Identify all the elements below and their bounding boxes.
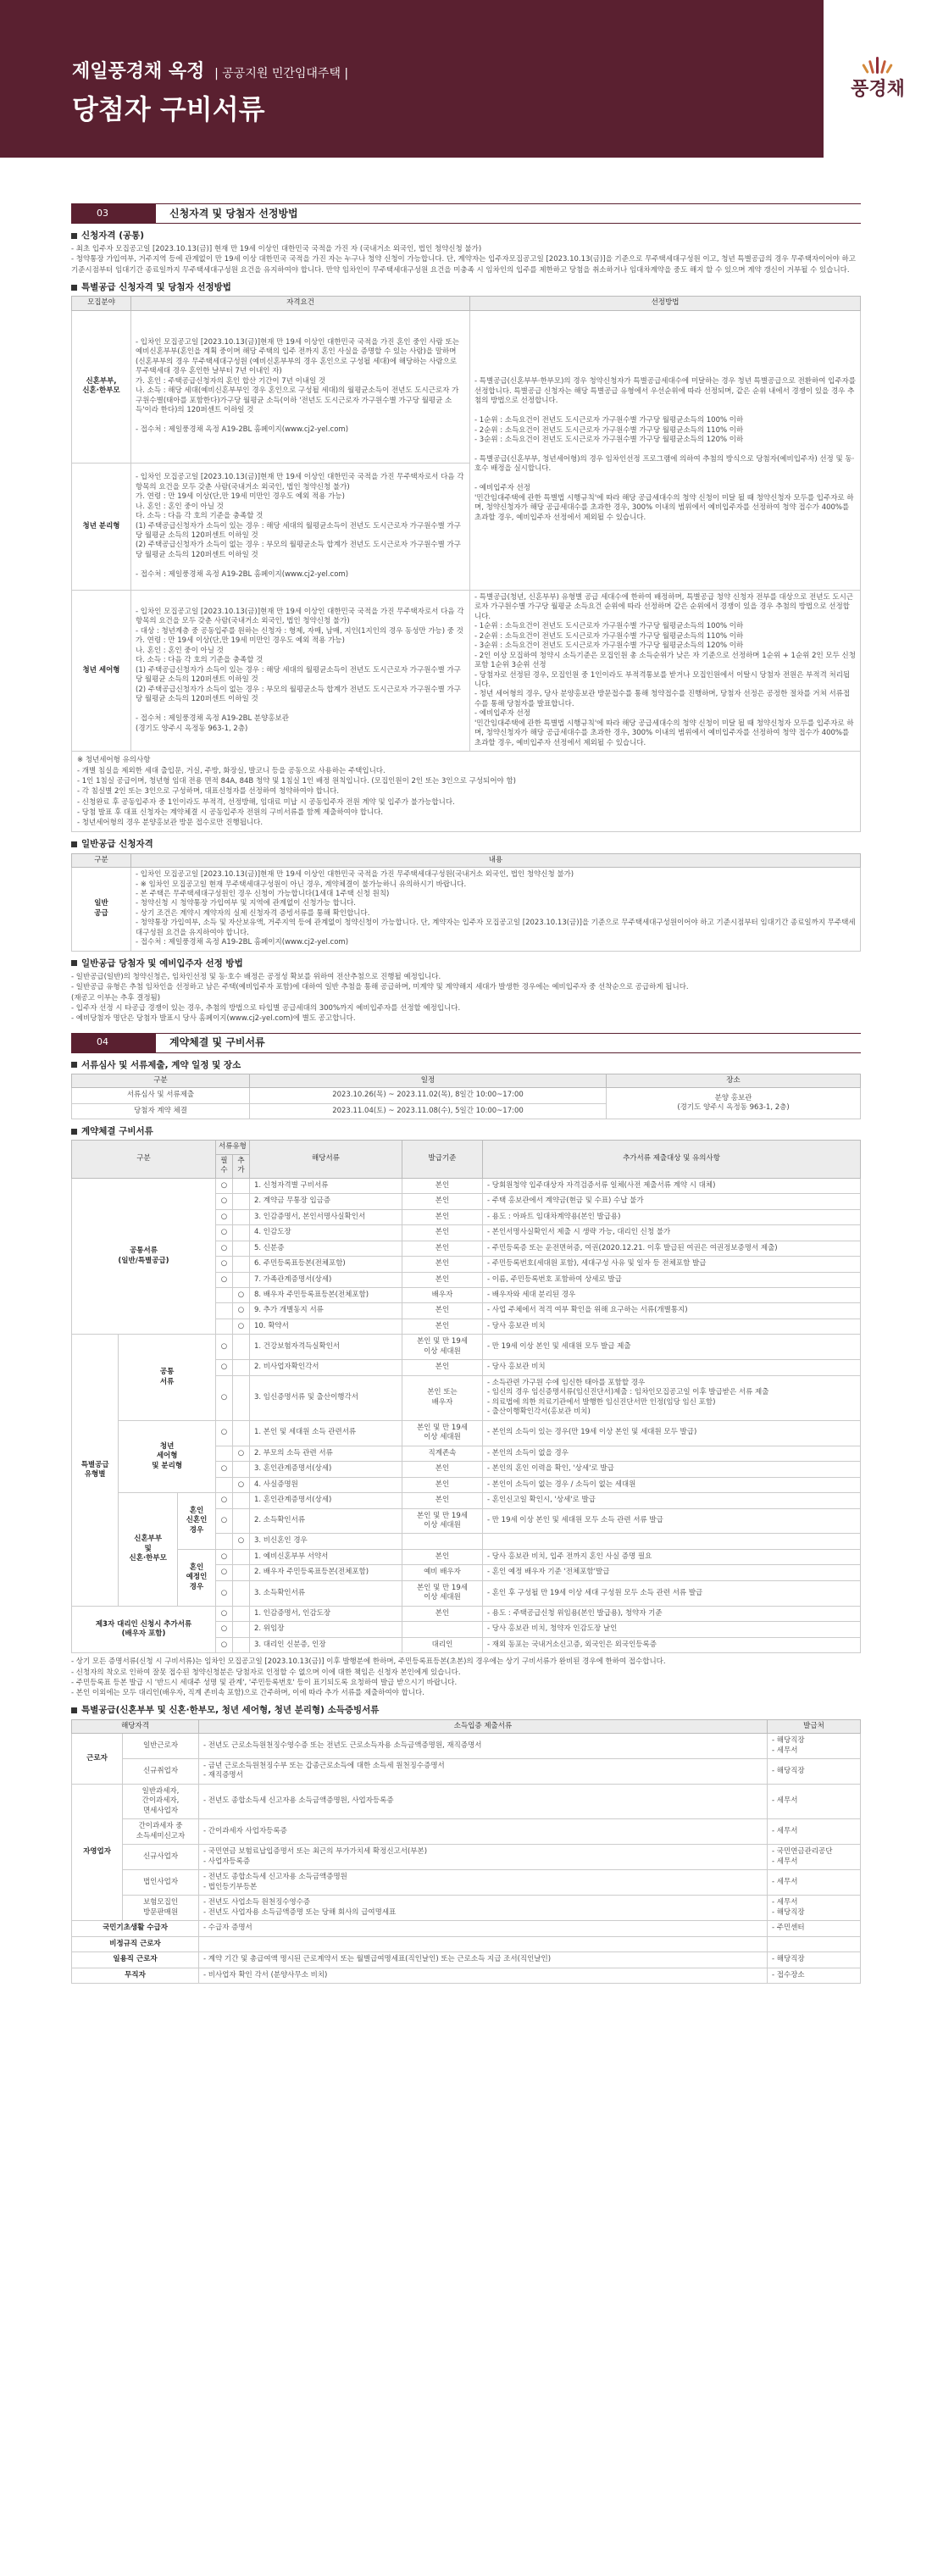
cell-s: 신규사업자 [123, 1845, 199, 1870]
income-row [72, 1870, 861, 1896]
cell-iss: - 세무서 [768, 1784, 861, 1818]
section-title: 계약체결 및 구비서류 [169, 1036, 265, 1049]
cell-s: 법인사업자 [123, 1870, 199, 1896]
cell-doc: - 금년 근로소득원천징수부 또는 갑종근로소득에 대한 소득세 원천징수증명서 - 재직증명서 [199, 1759, 768, 1785]
cell-a [232, 1637, 249, 1652]
cell-f: ○ [215, 1462, 232, 1477]
general-heading: 일반공급 신청자격 [71, 838, 861, 850]
gen-select-text: - 일반공급(일반)의 청약신청은, 임차인선정 및 동·호수 배정은 공정성 확보를 위하여 전산추첨으로 진행될 예정입니다. - 일반공급 유형은 추첨 임차인을 선정하고 남은 주택(예비입주자 포함)에 대하여 일반 추첨을 통해 공급하며, 미계약 및 계약해지 세대가 발생한 경우에는 예비입주자 중 선착순으로 공급하게 됩니다. (재공고 이부는 추후 결정됨) - 입주자 선정 시 타공급 경쟁이 있는 경우, 추첨의 방법으로 타입별 공급세대의 300%까지 예비입주자를 선정할 예정입니다. - 예비당첨자 명단은 당첨자 발표시 당사 홈페이지(www.cj2-yel.com)에 별도 공고합니다. [71, 973, 689, 1024]
cell-iss: - 해당직장 [768, 1759, 861, 1785]
cell-note: - 용도 : 주택공급신청 위임용(본인 발급용), 청약자 기준 [482, 1606, 860, 1621]
cell-iss: 본인 [402, 1225, 482, 1241]
cell-s: 일반근로자 [123, 1734, 199, 1759]
cell-a: ○ [232, 1288, 249, 1303]
selection-method: - 특별공급(신혼부부·한부모)의 경우 청약신청자가 특별공급세대수에 미달하는 경우 청년 특별공급으로 전환하여 입주자를 선정합니다. 특별공급 신청자는 해당 특별공급 유형에서 우선순위에 따라 선정되며, 같은 순위 내에서 경쟁이 있을 경우 추첨의 방법으로 선정합니다. - 1순위 : 소득요건이 전년도 도시근로자 가구원수별 가구당 월평균소득의 100% 이하 - 2순위 : 소득요건이 전년도 도시근로자 가구원수별 가구당 월평균소득의 110% 이하 - 3순위 : 소득요건이 전년도 도시근로자 가구원수별 가구당 월평균소득의 120% 이하 - 특별공급(신혼부부, 청년세어형)의 경우 임차인선정 프로그램에 의하여 추첨의 방식으로 당첨자(예비입주자) 선정 및 동·호수 배정을 실시합니다. - 예비입주자 선정 '민간임대주택에 관한 특별법 시행규칙'에 따라 해당 공급세대수의 청약 신청이 미달 될 때 청약신청자 모두를 입주자로 하며, 청약신청자가 해당 공급세대수를 초과한 경우, 300% 이내의 범위에서 예비입주자를 선정하여 청약 접수가 400%를 초과할 경우, 예비입주자 선정에서 제외될 수 있습니다. [470, 310, 861, 590]
cell-c1: 공통서류 (일반/특별공급) [72, 1178, 216, 1335]
docs-row [72, 1606, 861, 1621]
cell-doc: 1. 건강보험자격득실확인서 [249, 1335, 402, 1360]
cell-c1: 특별공급 유형별 [72, 1335, 119, 1606]
row-requirements: - 입차인 모집공고일 [2023.10.13(금)]현재 만 19세 이상인 대한민국 국적을 가진 혼인 중인 사람 또는 예비신혼부부(혼인을 계획 중이며 해당 주택의 입주 전까지 혼인 사실을 증명할 수 있는 사람)을 말하며(신혼부부의 경우 무주택세대구성원 (예비신혼부부의 경우 혼인으로 구성될 세대)에 해당하는 사람으로 무주택세대 경우 혼인한 날부터 7년 이내인 자) 가. 혼인 : 주택공급신청자의 혼인 합산 기간이 7년 이내일 것 나. 소득 : 해당 세대(예비신혼부부인 경우 혼인으로 구성될 세대)의 월평균소득이 전년도 도시근로자 가구원수별(태아를 포함한다)가구당 월평균 소득(이하 '전년도 도시근로자 가구원수별 가구당 월평균 소득'이라 한다)의 120퍼센트 이하일 것 - 접수처 : 제일풍경채 옥정 A19-2BL 홈페이지(www.cj2-yel.com) [131, 310, 470, 463]
cell-a: ○ [232, 1477, 249, 1492]
cell-doc: - 전년도 사업소득 원천징수영수증 - 전년도 사업자용 소득금액증명 또는 당해 회사의 급여명세표 [199, 1896, 768, 1921]
cell-c3: 혼인 신혼인 경우 [178, 1493, 216, 1550]
general-table [71, 853, 861, 952]
cell-f: ○ [215, 1178, 232, 1193]
cell-f [215, 1446, 232, 1461]
cell-doc: 9. 추가 개별동지 서류 [249, 1303, 402, 1319]
cell-doc: - 간이과세자 사업자등록증 [199, 1819, 768, 1845]
cell-iss: 본인 [402, 1209, 482, 1224]
cell-doc: - 계약 기간 및 총급여액 명시된 근로계약서 또는 월별급여명세표(직인날인) 또는 근로소득 지급 조서(직인날인) [199, 1952, 768, 1968]
income-row [72, 1896, 861, 1921]
cell-iss: 본인 [402, 1477, 482, 1492]
col-header: 해당서류 [249, 1141, 402, 1178]
cell-iss: 대리인 [402, 1637, 482, 1652]
col-header: 선정방법 [470, 297, 861, 310]
cell-f [215, 1477, 232, 1492]
cell-doc: 3. 혼인관계증명서(상세) [249, 1462, 402, 1477]
cell-doc: 1. 신청자격별 구비서류 [249, 1178, 402, 1193]
section-04-header [71, 1033, 861, 1053]
col-header: 구분 [72, 853, 131, 867]
col-header: 서류유형 [215, 1141, 249, 1154]
cell-doc: 2. 배우자 주민등록표등본(전체포함) [249, 1565, 402, 1580]
cell-f: ○ [215, 1580, 232, 1606]
cell-doc: 3. 인감증명서, 본인서명사실확인서 [249, 1209, 402, 1224]
cell-doc: 4. 사실증명원 [249, 1477, 402, 1492]
cell-doc: - 전년도 종합소득세 신고자용 소득금액증명원, 사업자등록증 [199, 1784, 768, 1818]
schedule-heading: 서류심사 및 서류제출, 계약 일정 및 장소 [71, 1059, 861, 1071]
cell-iss: 본인 및 만 19세 이상 세대원 [402, 1420, 482, 1446]
cell-f: ○ [215, 1375, 232, 1420]
cell-iss: - 세무서 - 해당직장 [768, 1896, 861, 1921]
cell-a [232, 1225, 249, 1241]
cell-note: - 본인의 혼인 이력을 확인, '상세'로 발급 [482, 1462, 860, 1477]
cell-c2: 신혼부부 및 신혼·한부모 [119, 1493, 178, 1607]
special-table [71, 296, 861, 752]
cell-note [482, 1534, 860, 1549]
cell-f: ○ [215, 1622, 232, 1637]
cell-doc: - 전년도 종합소득세 신고자용 소득금액증명원 - 법인등기부등본 [199, 1870, 768, 1896]
general-text: - 입차인 모집공고일 [2023.10.13(금)]현재 만 19세 이상인 대한민국 국적을 가진 무주택세대구성원(국내거소 외국인, 법인 청약신청 불가) - ※ 임차인 모집공고일 현재 무주택세대구성원이 아닌 경우, 계약체결이 불가능하니 유의하시기 바랍니다. - 본 주택은 무주택세대구성원인 경우 신청이 가능합니다(1세대 1주택 신청 원칙) - 청약신청 시 청약통장 가입여부 및 지역에 관계없이 신청가능 합니다. - 상기 조건은 계약시 계약자의 실제 신청자격 증빙서류를 통해 확인합니다. - 청약통장 가입여부, 소득 및 자산보유액, 거주지역 등에 관계없이 청약신청이 가능합니다. 단, 계약자는 입주자 모집공고일 [2023.10.13(금)]을 기준으로 무주택세대구성원이어야 하고 기준시점부터 임대기간 종료일까지 무주택세대구성원 요건을 유지하여야 합니다. - 접수처 : 제일풍경채 옥정 A19-2BL 홈페이지(www.cj2-yel.com) [131, 868, 861, 952]
cell-a: ○ [232, 1446, 249, 1461]
cell-note: - 주민등록증 또는 운전면허증, 여권(2020.12.21. 이후 발급된 여권은 여권정보증명서 제출) [482, 1241, 860, 1256]
cell-a [232, 1420, 249, 1446]
cell-iss: 본인 [402, 1303, 482, 1319]
cell-f: ○ [215, 1606, 232, 1621]
cell-a [232, 1178, 249, 1193]
cell-iss: 본인 [402, 1493, 482, 1508]
qual-heading: 신청자격 (공통) [71, 230, 861, 242]
cell-g: 근로자 [72, 1734, 123, 1785]
cell-doc: 5. 신분증 [249, 1241, 402, 1256]
cell-iss: 본인 및 만 19세 이상 세대원 [402, 1335, 482, 1360]
section-title: 신청자격 및 당첨자 선정방법 [169, 207, 298, 219]
cell-iss: 본인 [402, 1194, 482, 1209]
cell-note: - 당회원청약 입주대상자 자격검증서류 일체(사전 제출서류 계약 시 대체) [482, 1178, 860, 1193]
cell-s: 간이과세자 중 소득세미신고자 [123, 1819, 199, 1845]
cell-a [232, 1549, 249, 1564]
cell-f: ○ [215, 1257, 232, 1272]
income-row [72, 1921, 861, 1936]
docs-row [72, 1420, 861, 1446]
cell-doc: 3. 비신혼인 경우 [249, 1534, 402, 1549]
cell-iss: - 접수장소 [768, 1968, 861, 1983]
income-row [72, 1759, 861, 1785]
schedule-kind: 당첨자 계약 체결 [72, 1103, 250, 1119]
cell-iss: 본인 [402, 1319, 482, 1334]
docs-notes: - 상기 모든 증명서류(신청 시 구비서류)는 임차인 모집공고일 [2023.10.13(금)] 이후 발행분에 한하며, 주민등록표등본(초본)의 경우에는 상기 구비서류가 완비된 경우에 한하여 접수합니다. - 신청자의 착오로 인하여 잘못 접수된 청약신청분은 당첨자로 인정할 수 없으며 이에 대한 책임은 신청자 본인에게 있습니다. - 주민등록표 등본 발급 시 '반드시 세대주 성명 및 관계', '주민등록번호' 등이 표기되도록 요청하여 발급 받으시기 바랍니다. - 본인 이외에는 모두 대리인(배우자, 직계 존비속 포함)으로 간주하며, 이에 따라 추가 서류를 제출하여야 합니다. [71, 1657, 666, 1698]
cell-note: - 재외 동포는 국내거소신고증, 외국인은 외국인등록증 [482, 1637, 860, 1652]
schedule-date: 2023.10.26(목) ~ 2023.11.02(목), 8일간 10:00~17:00 [250, 1088, 607, 1103]
cell-a [232, 1508, 249, 1534]
cell-a [232, 1462, 249, 1477]
cell-doc: - 비사업자 확인 각서 (분양사무소 비치) [199, 1968, 768, 1983]
cell-iss: 본인 [402, 1178, 482, 1193]
cell-iss: 예비 배우자 [402, 1565, 482, 1580]
cell-f: ○ [215, 1360, 232, 1375]
cell-note: - 당사 홍보관 비치 [482, 1360, 860, 1375]
cell-iss: 직계존속 [402, 1446, 482, 1461]
cell-doc: 3. 대리인 신분증, 인장 [249, 1637, 402, 1652]
cell-a [232, 1622, 249, 1637]
cell-note: - 만 19세 이상 본인 및 세대원 모두 소득 관련 서류 발급 [482, 1508, 860, 1534]
row-category: 일반 공급 [72, 868, 131, 952]
cell-iss: - 해당직장 - 세무서 [768, 1734, 861, 1759]
docs-row [72, 1178, 861, 1193]
project-type: | 공공지원 민간임대주택 | [214, 67, 349, 80]
cell-s: 보험모집인 방문판매원 [123, 1896, 199, 1921]
row-category: 청년 분리형 [72, 463, 131, 590]
header-title-line [72, 59, 348, 85]
cell-a [232, 1241, 249, 1256]
cell-note: - 당사 홍보관 비치 [482, 1319, 860, 1334]
cell-f [215, 1303, 232, 1319]
cell-iss: - 세무서 [768, 1819, 861, 1845]
cell-a: ○ [232, 1303, 249, 1319]
col-header: 추가서류 제출대상 및 유의사항 [482, 1141, 860, 1178]
cell-a [232, 1209, 249, 1224]
cell-doc: 8. 배우자 주민등록표등본(전체포함) [249, 1288, 402, 1303]
cell-c1: 제3자 대리인 신청시 추가서류 (배우자 포함) [72, 1606, 216, 1652]
col-subheader: 추가 [232, 1154, 249, 1178]
cell-f: ○ [215, 1549, 232, 1564]
docs-heading: 계약체결 구비서류 [71, 1125, 861, 1137]
schedule-table [71, 1074, 861, 1119]
income-table [71, 1719, 861, 1984]
col-header: 발급기준 [402, 1141, 482, 1178]
col-header: 자격요건 [131, 297, 470, 310]
cell-iss [402, 1622, 482, 1637]
share-notes: ※ 청년세어형 유의사항 - 개별 침실을 제외한 세대 출입문, 거실, 주방, 화장실, 발코니 등을 공동으로 사용하는 주택입니다. - 1인 1침실 공급이며, 청년형 임대 전용 면적 84A, 84B 청약 및 1침실 1인 배정 원칙입니다. (모집인원이 2인 또는 3인으로 구성되어야 함) - 각 침실별 2인 또는 3인으로 구성하며, 대표신청자를 선정하여 청약하여야 합니다. - 신청완료 후 공동입주자 중 1인이라도 부적격, 선정방해, 임대료 미납 시 공동입주자 전원 계약 및 입주가 불가능합니다. - 당첨 발표 후 대표 신청자는 계약체결 시 공동입주자 전원의 구비서류를 함께 제출하여야 합니다. - 청년세어형의 경우 분양홍보관 방문 접수로만 진행됩니다. [71, 752, 861, 832]
cell-a [232, 1335, 249, 1360]
cell-iss: - 해당직장 [768, 1952, 861, 1968]
cell-doc: 3. 임신증명서류 및 출산이행각서 [249, 1375, 402, 1420]
cell-f [215, 1288, 232, 1303]
cell-f: ○ [215, 1272, 232, 1287]
cell-f: ○ [215, 1241, 232, 1256]
cell-note: - 배우자와 세대 분리된 경우 [482, 1288, 860, 1303]
cell-doc: - 국민연금 보험료납입증명서 또는 최근의 부가가치세 확정신고서(부본) - 사업자등록증 [199, 1845, 768, 1870]
cell-f [215, 1319, 232, 1334]
income-heading: 특별공급(신혼부부 및 신혼·한부모, 청년 세어형, 청년 분리형) 소득증빙서류 [71, 1704, 861, 1716]
cell-note: - 당사 홍보관 비치, 입주 전까지 혼인 사실 증명 필요 [482, 1549, 860, 1564]
logo-text: 풍경채 [851, 79, 905, 101]
cell-note: - 주택 홍보관에서 계약금(현금 및 수표) 수납 불가 [482, 1194, 860, 1209]
docs-row [72, 1335, 861, 1360]
cell-iss: 본인 [402, 1241, 482, 1256]
cell-note: - 본인의 소득이 없을 경우 [482, 1446, 860, 1461]
cell-note: - 사업 주체에서 적격 여부 확인을 위해 요구하는 서류(개별통지) [482, 1303, 860, 1319]
cell-iss: 본인 [402, 1549, 482, 1564]
income-row [72, 1952, 861, 1968]
cell-f: ○ [215, 1508, 232, 1534]
cell-a [232, 1194, 249, 1209]
cell-iss: 본인 및 만 19세 이상 세대원 [402, 1580, 482, 1606]
cell-note: - 본인서명사실확인서 제출 시 생략 가능, 대리인 신청 불가 [482, 1225, 860, 1241]
cell-a [232, 1580, 249, 1606]
content [71, 203, 861, 1984]
cell-note: - 당사 홍보관 비치, 청약자 인감도장 날인 [482, 1622, 860, 1637]
cell-note: - 본인이 소득이 없는 경우 / 소득이 없는 세대원 [482, 1477, 860, 1492]
col-subheader: 필수 [215, 1154, 232, 1178]
section-03-header [71, 203, 861, 224]
cell-g: 국민기초생활 수급자 [72, 1921, 199, 1936]
cell-note: - 혼인 후 구성될 만 19세 이상 세대 구성원 모두 소득 관련 서류 발급 [482, 1580, 860, 1606]
cell-f: ○ [215, 1209, 232, 1224]
cell-iss [402, 1534, 482, 1549]
row-category: 신혼부부, 신혼·한부모 [72, 310, 131, 463]
section-number: 03 [71, 204, 156, 223]
gen-select-heading: 일반공급 당첨자 및 예비입주자 선정 방법 [71, 958, 861, 969]
cell-note: - 만 19세 이상 본인 및 세대원 모두 발급 제출 [482, 1335, 860, 1360]
cell-a [232, 1493, 249, 1508]
cell-a: ○ [232, 1534, 249, 1549]
row-requirements: - 입차인 모집공고일 [2023.10.13(금)]현재 만 19세 이상인 대한민국 국적을 가진 무주택자로서 다음 각 항목의 요건을 모두 갖춘 사람(국내거소 외국인, 법인 청약신청 불가) - 대상 : 청년계층 중 공동입주를 원하는 신청자 : 형제, 자매, 남매, 지인(1지인의 경우 동성만 가능) 중 것 가. 연령 : 만 19세 이상(단,만 19세 미만인 경우도 예외 적용 가능) 나. 혼인 : 혼인 중이 아닐 것 다. 소득 : 다음 각 호의 기준을 충족할 것 (1) 주택공급신청자가 소득이 있는 경우 : 해당 세대의 월평균소득이 전년도 도시근로자 가구원수별 가구당 월평균 소득의 120퍼센트 이하일 것 (2) 주택공급신청자가 소득이 없는 경우 : 부모의 월평균소득 합계가 전년도 도시근로자 가구원수별 가구당 월평균 소득의 120퍼센트 이하일 것 - 접수처 : 제일풍경채 옥정 A19-2BL 분양홍보관 (경기도 양주시 옥정동 963-1, 2층) [131, 590, 470, 752]
cell-doc: 7. 가족관계증명서(상세) [249, 1272, 402, 1287]
page-title: 당첨자 구비서류 [72, 93, 265, 125]
cell-iss: 본인 [402, 1462, 482, 1477]
cell-f: ○ [215, 1565, 232, 1580]
cell-doc: 2. 위임장 [249, 1622, 402, 1637]
docs-row [72, 1549, 861, 1564]
cell-g: 자영업자 [72, 1784, 123, 1920]
cell-f: ○ [215, 1493, 232, 1508]
cell-note: - 용도 : 아파트 임대차계약용(본인 발급용) [482, 1209, 860, 1224]
qual-text: - 최초 입주자 모집공고일 [2023.10.13(금)] 현재 만 19세 이상인 대한민국 국적을 가진 자 (국내거소 외국인, 법인 청약신청 불가) - 청약통장 가입여부, 거주지역 등에 관계없이 만 19세 이상 대한민국 국적을 가진 자는 누구나 청약 신청이 가능합니다. 단, 계약자는 입주자모집공고일 [2023.10.13(금)]을 기준으로 무주택세대구성원 이고, 청년 특별공급의 경우 무주택자이어야 하고 기준시점부터 임대기간 종료일까지 무주택세대구성원 요건을 유지하여야 합니다. 만약 임차인이 무주택세대구성원 요건을 미충족 시 임차인의 입주를 제한하고 당첨을 취소하거나 임대차계약을 중도 해지 할 수 있으며 계약 갱신이 거부될 수 있습니다. [71, 245, 856, 275]
cell-doc: - 전년도 근로소득원천징수영수증 또는 전년도 근로소득자용 소득금액증명원, 재직증명서 [199, 1734, 768, 1759]
cell-a: ○ [232, 1319, 249, 1334]
cell-note: - 소득관련 가구원 수에 임신한 태아를 포함할 경우 - 임신의 경우 임신증명서류(임신진단서)제출 : 임차인모집공고일 이후 발급받은 서류 제출 - 의료법에 의한 의료기관에서 발행한 임신진단서만 인정(임당 임신 포함) - 출산이행확인각서(홍보관 비치) [482, 1375, 860, 1420]
page-header [0, 0, 932, 158]
selection-method: - 특별공급(청년, 신혼부부) 유형별 공급 세대수에 한하여 배정하며, 특별공급 청약 신청자 전부를 대상으로 전년도 도시근로자 가구원수별 가구당 월평균 소득요건 순위에 따라 선정하며 같은 순위에서 경쟁이 있을 경우 추첨의 방법으로 선정합니다. - 1순위 : 소득요건이 전년도 도시근로자 가구원수별 가구당 월평균소득의 100% 이하 - 2순위 : 소득요건이 전년도 도시근로자 가구원수별 가구당 월평균소득의 110% 이하 - 3순위 : 소득요건이 전년도 도시근로자 가구원수별 가구당 월평균소득의 120% 이하 - 2인 이상 모집하여 청약시 소득기준은 모집인원 총 소득순위가 낮은 자 기준으로 선정하며 1순위 + 1순위 2인 모두 신청 포함 1순위 3순위 선정 - 당첨자로 선정된 경우, 모집인원 중 1인이라도 부적격통보를 받거나 모집인원에서 이탈시 당첨자 전원은 부적격 처리됩니다. - 청년 세어형의 경우, 당사 분양홍보관 방문접수를 통해 청약접수를 진행하며, 당첨자 선정은 공정한 절차를 거쳐 서류접수를 통해 당첨자를 발표합니다. - 예비입주자 선정 '민간임대주택에 관한 특별법 시행규칙'에 따라 해당 공급세대수의 청약 신청이 미달 될 때 청약신청자 모두를 입주자로 하며, 청약신청자가 해당 공급세대수를 초과한 경우, 300% 이내의 범위에서 예비입주자를 선정하여 청약 접수가 400%를 초과할 경우, 예비입주자 선정에서 제외될 수 있습니다. [470, 590, 861, 752]
cell-note: - 주민등록번호(세대원 포함), 세대구성 사유 및 일자 등 전체포함 발급 [482, 1257, 860, 1272]
col-header: 모집분야 [72, 297, 131, 310]
cell-iss: 본인 [402, 1606, 482, 1621]
col-header: 일정 [250, 1074, 607, 1087]
cell-note: - 혼인 예정 배우자 기준 '전체포함'발급 [482, 1565, 860, 1580]
cell-iss: 본인 [402, 1360, 482, 1375]
cell-c2: 청년 세어형 및 분리형 [119, 1420, 216, 1492]
cell-iss: 본인 또는 배우자 [402, 1375, 482, 1420]
cell-note: - 본인의 소득이 있는 경우(만 19세 이상 본인 및 세대원 모두 발급) [482, 1420, 860, 1446]
col-header: 소득입증 제출서류 [199, 1719, 768, 1733]
income-row [72, 1819, 861, 1845]
col-header: 내용 [131, 853, 861, 867]
logo-mark-icon [861, 55, 895, 74]
cell-iss: 본인 및 만 19세 이상 세대원 [402, 1508, 482, 1534]
cell-f: ○ [215, 1420, 232, 1446]
cell-doc: 10. 확약서 [249, 1319, 402, 1334]
cell-doc: 4. 인감도장 [249, 1225, 402, 1241]
cell-g: 일용직 근로자 [72, 1952, 199, 1968]
cell-f [215, 1534, 232, 1549]
row-requirements: - 입차인 모집공고일 [2023.10.13(금)]현재 만 19세 이상인 대한민국 국적을 가진 무주택자로서 다음 각 항목의 요건을 모두 갖춘 사람(국내거소 외국인, 법인 청약신청 불가) 가. 연령 : 만 19세 이상(단,만 19세 미만인 경우도 예외 적용 가능) 나. 혼인 : 혼인 중이 아닐 것 다. 소득 : 다음 각 호의 기준을 충족할 것 (1) 주택공급신청자가 소득이 있는 경우 : 해당 세대의 월평균소득이 전년도 도시근로자 가구원수별 가구당 월평균 소득의 120퍼센트 이하일 것 (2) 주택공급신청자가 소득이 없는 경우 : 부모의 월평균소득 합계가 전년도 도시근로자 가구원수별 가구당 월평균 소득의 120퍼센트 이하일 것 - 접수처 : 제일풍경채 옥정 A19-2BL 홈페이지(www.cj2-yel.com) [131, 463, 470, 590]
col-header: 구분 [72, 1074, 250, 1087]
docs-row [72, 1493, 861, 1508]
cell-a [232, 1360, 249, 1375]
project-name: 제일풍경채 옥정 [72, 61, 205, 82]
row-category: 청년 세어형 [72, 590, 131, 752]
cell-iss: - 국민연금관리공단 - 세무서 [768, 1845, 861, 1870]
cell-doc: 1. 혼인관계증명서(상세) [249, 1493, 402, 1508]
income-row [72, 1734, 861, 1759]
cell-doc: 1. 본인 및 세대원 소득 관련서류 [249, 1420, 402, 1446]
cell-iss: 본인 [402, 1257, 482, 1272]
cell-a [232, 1606, 249, 1621]
cell-iss [768, 1936, 861, 1951]
cell-g: 무직자 [72, 1968, 199, 1983]
income-row [72, 1968, 861, 1983]
schedule-kind: 서류심사 및 서류제출 [72, 1088, 250, 1103]
cell-iss: 배우자 [402, 1288, 482, 1303]
schedule-date: 2023.11.04(토) ~ 2023.11.08(수), 5일간 10:00~17:00 [250, 1103, 607, 1119]
section-number: 04 [71, 1034, 156, 1052]
cell-note: - 혼인신고일 확인시, '상세'로 발급 [482, 1493, 860, 1508]
cell-iss: - 주민센터 [768, 1921, 861, 1936]
cell-s: 신규취업자 [123, 1759, 199, 1785]
cell-note: - 이름, 주민등록번호 포함하여 상세로 발급 [482, 1272, 860, 1287]
col-header: 발급처 [768, 1719, 861, 1733]
cell-doc: 1. 예비신혼부부 서약서 [249, 1549, 402, 1564]
cell-a [232, 1257, 249, 1272]
schedule-place: 분양 홍보관 (경기도 양주시 옥정동 963-1, 2층) [607, 1088, 861, 1119]
col-header: 해당자격 [72, 1719, 199, 1733]
cell-f: ○ [215, 1637, 232, 1652]
cell-s: 일반과세자, 간이과세자, 면세사업자 [123, 1784, 199, 1818]
brand-logo [824, 0, 932, 158]
cell-doc [199, 1936, 768, 1951]
cell-c2: 공통 서류 [119, 1335, 216, 1420]
cell-a [232, 1375, 249, 1420]
income-row [72, 1784, 861, 1818]
cell-doc: 2. 비사업자확인각서 [249, 1360, 402, 1375]
docs-table [71, 1140, 861, 1653]
col-header: 장소 [607, 1074, 861, 1087]
cell-f: ○ [215, 1225, 232, 1241]
cell-iss: 본인 [402, 1272, 482, 1287]
cell-c3: 혼인 예정인 경우 [178, 1549, 216, 1606]
cell-doc: 3. 소득확인서류 [249, 1580, 402, 1606]
cell-a [232, 1272, 249, 1287]
income-row [72, 1936, 861, 1951]
cell-doc: 2. 계약금 무통장 입금증 [249, 1194, 402, 1209]
cell-doc: 6. 주민등록표등본(전체포함) [249, 1257, 402, 1272]
cell-iss: - 세무서 [768, 1870, 861, 1896]
special-heading: 특별공급 신청자격 및 당첨자 선정방법 [71, 281, 861, 293]
col-header: 구분 [72, 1141, 216, 1178]
cell-f: ○ [215, 1194, 232, 1209]
cell-doc: 2. 소득확인서류 [249, 1508, 402, 1534]
income-row [72, 1845, 861, 1870]
cell-doc: 2. 부모의 소득 관련 서류 [249, 1446, 402, 1461]
cell-a [232, 1565, 249, 1580]
cell-f: ○ [215, 1335, 232, 1360]
cell-doc: 1. 인감증명서, 인감도장 [249, 1606, 402, 1621]
cell-g: 비정규직 근로자 [72, 1936, 199, 1951]
cell-doc: - 수급자 증명서 [199, 1921, 768, 1936]
